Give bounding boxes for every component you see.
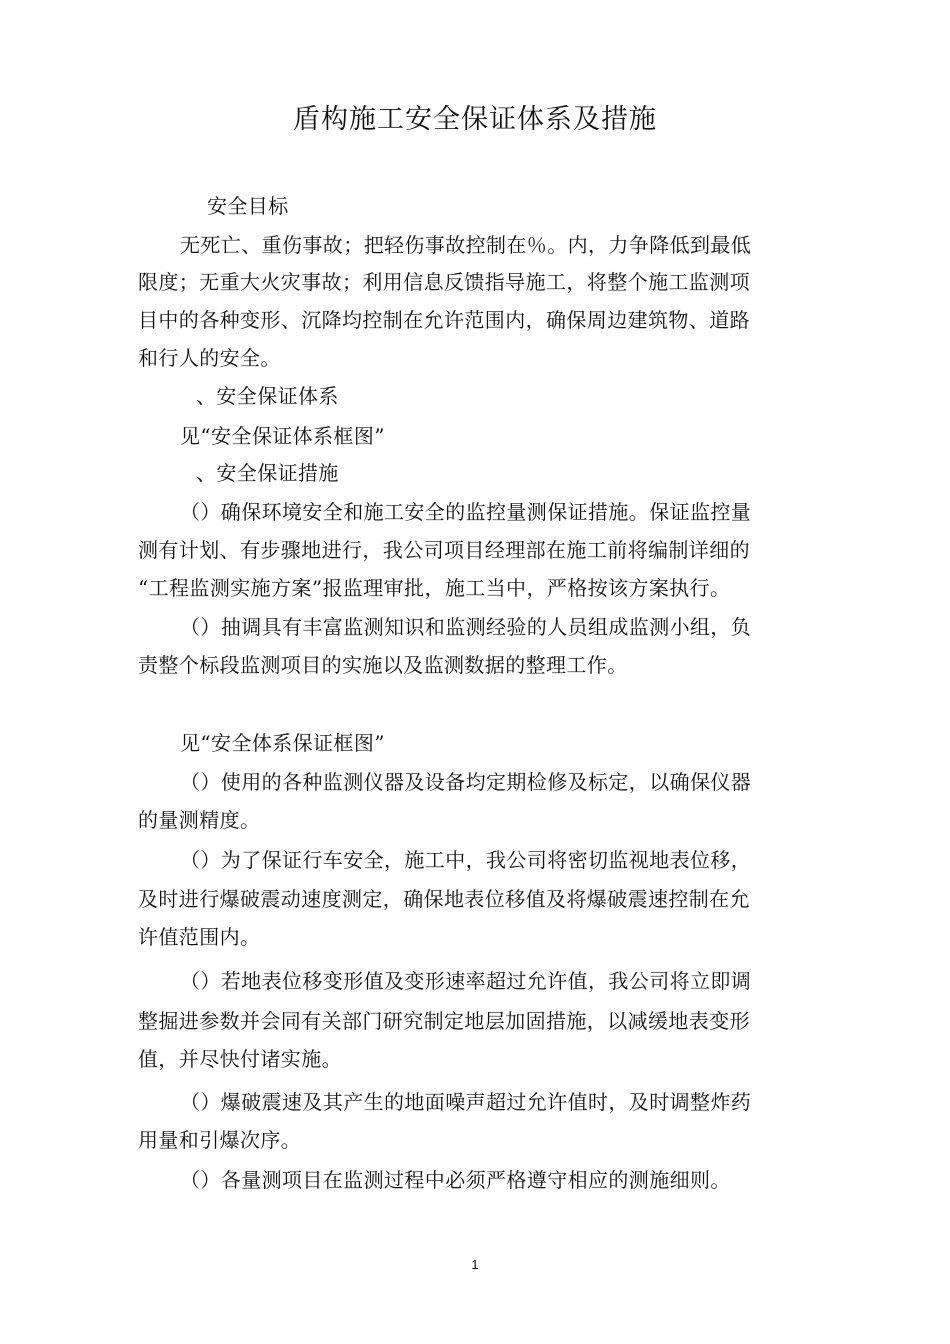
body-line: 测有计划、有步骤地进行，我公司项目经理部在施工前将编制详细的 xyxy=(138,538,750,562)
body-line: 见“安全保证体系框图” xyxy=(180,424,385,448)
body-line: 无死亡、重伤事故；把轻伤事故控制在％。内，力争降低到最低 xyxy=(180,233,752,257)
body-line: （）确保环境安全和施工安全的监控量测保证措施。保证监控量 xyxy=(180,500,752,524)
body-line: 值，并尽快付诸实施。 xyxy=(138,1047,342,1071)
body-line: 的量测精度。 xyxy=(138,808,261,832)
body-line: 责整个标段监测项目的实施以及监测数据的整理工作。 xyxy=(138,653,628,677)
body-line: 整掘进参数并会同有关部门研究制定地层加固措施，以减缓地表变形 xyxy=(138,1009,750,1033)
body-line: （）为了保证行车安全，施工中，我公司将密切监视地表位移， xyxy=(180,848,752,872)
body-line: 许值范围内。 xyxy=(138,925,261,949)
body-line: （）抽调具有丰富监测知识和监测经验的人员组成监测小组，负 xyxy=(180,615,752,639)
body-line: （）各量测项目在监测过程中必须严格遵守相应的测施细则。 xyxy=(180,1168,731,1192)
body-line: （）使用的各种监测仪器及设备均定期检修及标定，以确保仪器 xyxy=(180,770,752,794)
body-line: （）爆破震速及其产生的地面噪声超过允许值时，及时调整炸药 xyxy=(180,1090,752,1114)
body-line: （）若地表位移变形值及变形速率超过允许值，我公司将立即调 xyxy=(180,969,752,993)
body-line: 及时进行爆破震动速度测定，确保地表位移值及将爆破震速控制在允 xyxy=(138,887,750,911)
body-line: 用量和引爆次序。 xyxy=(138,1128,302,1152)
body-line-safety-goal-heading: 安全目标 xyxy=(207,194,289,218)
body-line-section-heading: 、安全保证体系 xyxy=(196,384,339,408)
body-line: 限度；无重大火灾事故；利用信息反馈指导施工，将整个施工监测项 xyxy=(138,270,750,294)
body-line: 和行人的安全。 xyxy=(138,346,281,370)
body-line-section-heading: 、安全保证措施 xyxy=(196,461,339,485)
body-line: “工程监测实施方案”报监理审批，施工当中，严格按该方案执行。 xyxy=(138,576,731,600)
page-number: 1 xyxy=(471,1257,479,1272)
body-line: 见“安全体系保证框图” xyxy=(180,731,385,755)
body-line: 目中的各种变形、沉降均控制在允许范围内，确保周边建筑物、道路 xyxy=(138,308,750,332)
page-title: 盾构施工安全保证体系及措施 xyxy=(293,104,657,135)
